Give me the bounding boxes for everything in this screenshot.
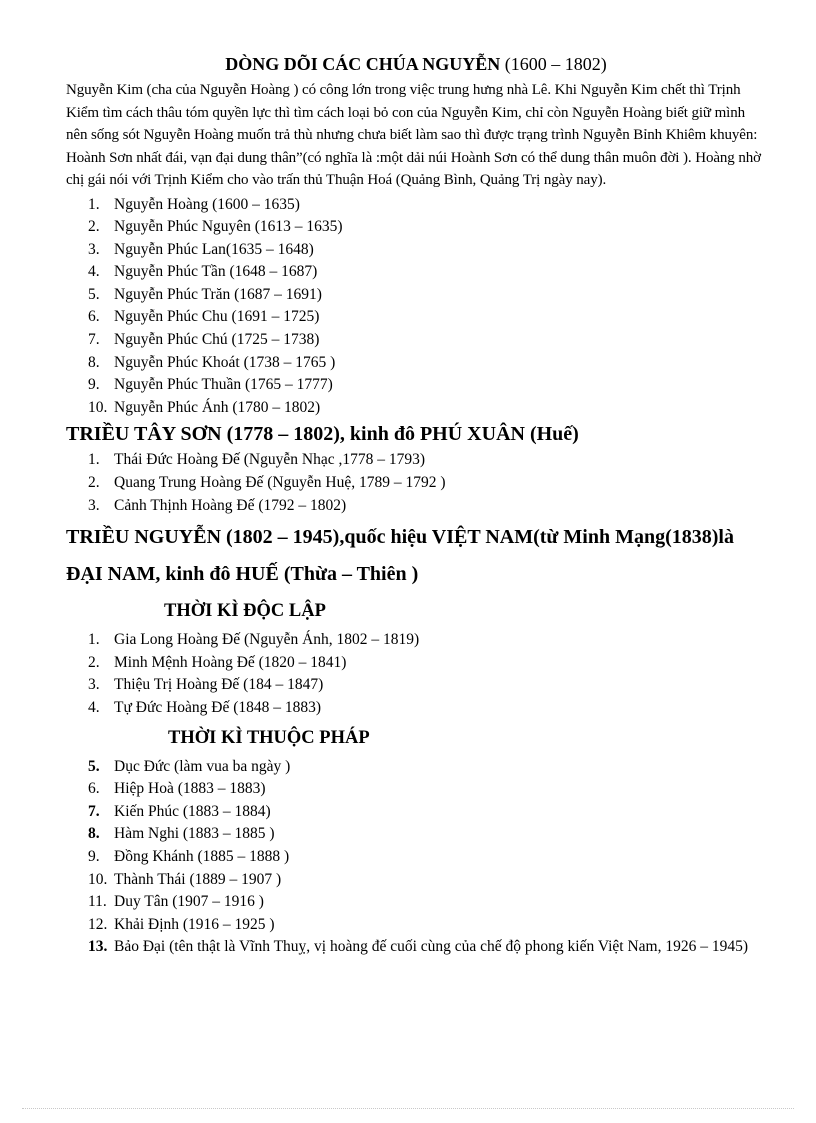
list-number: 1. [88,451,100,469]
list-item [88,801,766,824]
list-item [88,397,766,420]
list-item [88,449,766,472]
list-item [88,846,766,869]
list-item [88,374,766,397]
list-item [88,261,766,284]
list-item [88,352,766,375]
list-text: Nguyễn Hoàng (1600 – 1635) [114,195,300,213]
list-number: 7. [88,802,100,820]
list-item [88,284,766,307]
list-text: Hàm Nghi (1883 – 1885 ) [114,825,275,843]
list-number: 8. [88,825,100,843]
list-number: 6. [88,780,100,798]
document-title-main: DÒNG DÕI CÁC CHÚA NGUYỄN [225,54,501,74]
list-item [88,239,766,262]
tayson-heading: TRIỀU TÂY SƠN (1778 – 1802), kinh đô PHÚ XUÂN (Huế) [66,423,579,446]
document-title-years: (1600 – 1802) [500,54,607,74]
list-number: 6. [88,308,100,326]
list-number: 11. [88,893,107,911]
list-number: 13. [88,938,108,956]
list-text: Gia Long Hoàng Đế (Nguyễn Ánh, 1802 – 1819) [114,631,420,649]
list-text: Quang Trung Hoàng Đế (Nguyễn Huệ, 1789 – 1792 ) [114,474,446,492]
list-text: Bảo Đại (tên thật là Vĩnh Thuỵ, vị hoàng đế cuối cùng của chế độ phong kiến Việt Nam, 1926 – 1945) [114,938,749,956]
list-item [88,629,766,652]
list-item [88,823,766,846]
list-number: 4. [88,263,100,281]
list-text: Duy Tân (1907 – 1916 ) [114,893,264,911]
list-text: Thái Đức Hoàng Đế (Nguyễn Nhạc ,1778 – 1793) [114,451,425,469]
list-text: Minh Mệnh Hoàng Đế (1820 – 1841) [114,653,347,671]
list-number: 10. [88,870,108,888]
list-text: Nguyễn Phúc Trăn (1687 – 1691) [114,285,322,303]
list-number: 12. [88,915,108,933]
list-text: Hiệp Hoà (1883 – 1883) [114,780,266,798]
list-number: 3. [88,240,100,258]
list-item [88,329,766,352]
list-number: 7. [88,331,100,349]
list-text: Khải Định (1916 – 1925 ) [114,915,275,933]
list-text: Dục Đức (làm vua ba ngày ) [114,757,291,775]
list-item [88,914,766,937]
list-text: Nguyễn Phúc Chú (1725 – 1738) [114,331,320,349]
document-title [66,54,766,75]
list-text: Nguyễn Phúc Lan(1635 – 1648) [114,240,314,258]
list-item [88,891,766,914]
list-item [88,216,766,239]
list-text: Nguyễn Phúc Khoát (1738 – 1765 ) [114,353,336,371]
list-text: Nguyễn Phúc Nguyên (1613 – 1635) [114,218,343,236]
list-text: Thiệu Trị Hoàng Đế (184 – 1847) [114,676,324,694]
list-item [88,306,766,329]
list-text: Nguyễn Phúc Thuần (1765 – 1777) [114,376,333,394]
list-text: Tự Đức Hoàng Đế (1848 – 1883) [114,699,322,716]
list-item [88,674,766,697]
list-number: 9. [88,376,100,394]
list-item [88,495,766,518]
list-item [88,869,766,892]
page-bottom-divider [22,1108,794,1109]
list-item [88,778,766,801]
list-number: 3. [88,496,100,514]
intro-paragraph: Nguyễn Kim (cha của Nguyễn Hoàng ) có công lớn trong việc trung hưng nhà Lê. Khi Nguyễn Kim chết thì Trịnh Kiểm tìm cách thâu tóm quyền lực thì tìm cách loại bỏ con của Nguyễn Kim, chỉ còn Nguyễn Hoàng biết giữ mình nên sống sót Nguyễn Hoàng muốn trả thù nhưng chưa biết làm sao thì được trạng trình Nguyễn Bỉnh Khiêm khuyên: Hoành Sơn nhất đái, vạn đại dung thân”(có nghĩa là :một dải núi Hoành Sơn có thể dung thân muôn đời ). Hoàng nhờ chị gái nói với Trịnh Kiểm cho vào trấn thủ Thuận Hoá (Quảng Bình, Quảng Trị ngày nay). [66,82,761,188]
list-text: Nguyễn Phúc Tần (1648 – 1687) [114,263,318,281]
lords-list [66,194,766,420]
list-item [88,756,766,779]
list-number: 8. [88,353,100,371]
list-number: 10. [88,398,108,416]
list-text: Cảnh Thịnh Hoàng Đế (1792 – 1802) [114,496,347,514]
list-text: Đồng Khánh (1885 – 1888 ) [114,847,290,865]
list-number: 9. [88,847,100,865]
list-item [88,697,766,720]
list-number: 5. [88,757,100,775]
independent-period-heading: THỜI KÌ ĐỘC LẬP [164,601,326,622]
list-text: Nguyễn Phúc Chu (1691 – 1725) [114,308,320,326]
list-item [88,652,766,675]
french-list [66,756,766,959]
list-number: 4. [88,699,100,716]
list-text: Kiến Phúc (1883 – 1884) [114,802,271,820]
nguyen-heading-line2: ĐẠI NAM, kinh đô HUẾ (Thừa – Thiên ) [66,563,419,586]
list-number: 2. [88,653,100,671]
list-text: Nguyễn Phúc Ánh (1780 – 1802) [114,398,321,416]
list-item [88,472,766,495]
list-number: 1. [88,195,100,213]
list-number: 5. [88,285,100,303]
list-number: 2. [88,218,100,236]
list-number: 1. [88,631,100,649]
tayson-list [66,449,766,517]
french-period-heading: THỜI KÌ THUỘC PHÁP [168,727,370,748]
list-text: Thành Thái (1889 – 1907 ) [114,870,282,888]
list-item [88,194,766,217]
list-number: 3. [88,676,100,694]
nguyen-heading-line1: TRIỀU NGUYỄN (1802 – 1945),quốc hiệu VIỆT NAM(từ Minh Mạng(1838)là [66,526,734,549]
list-item [88,936,766,959]
list-number: 2. [88,474,100,492]
independent-list [66,629,766,719]
